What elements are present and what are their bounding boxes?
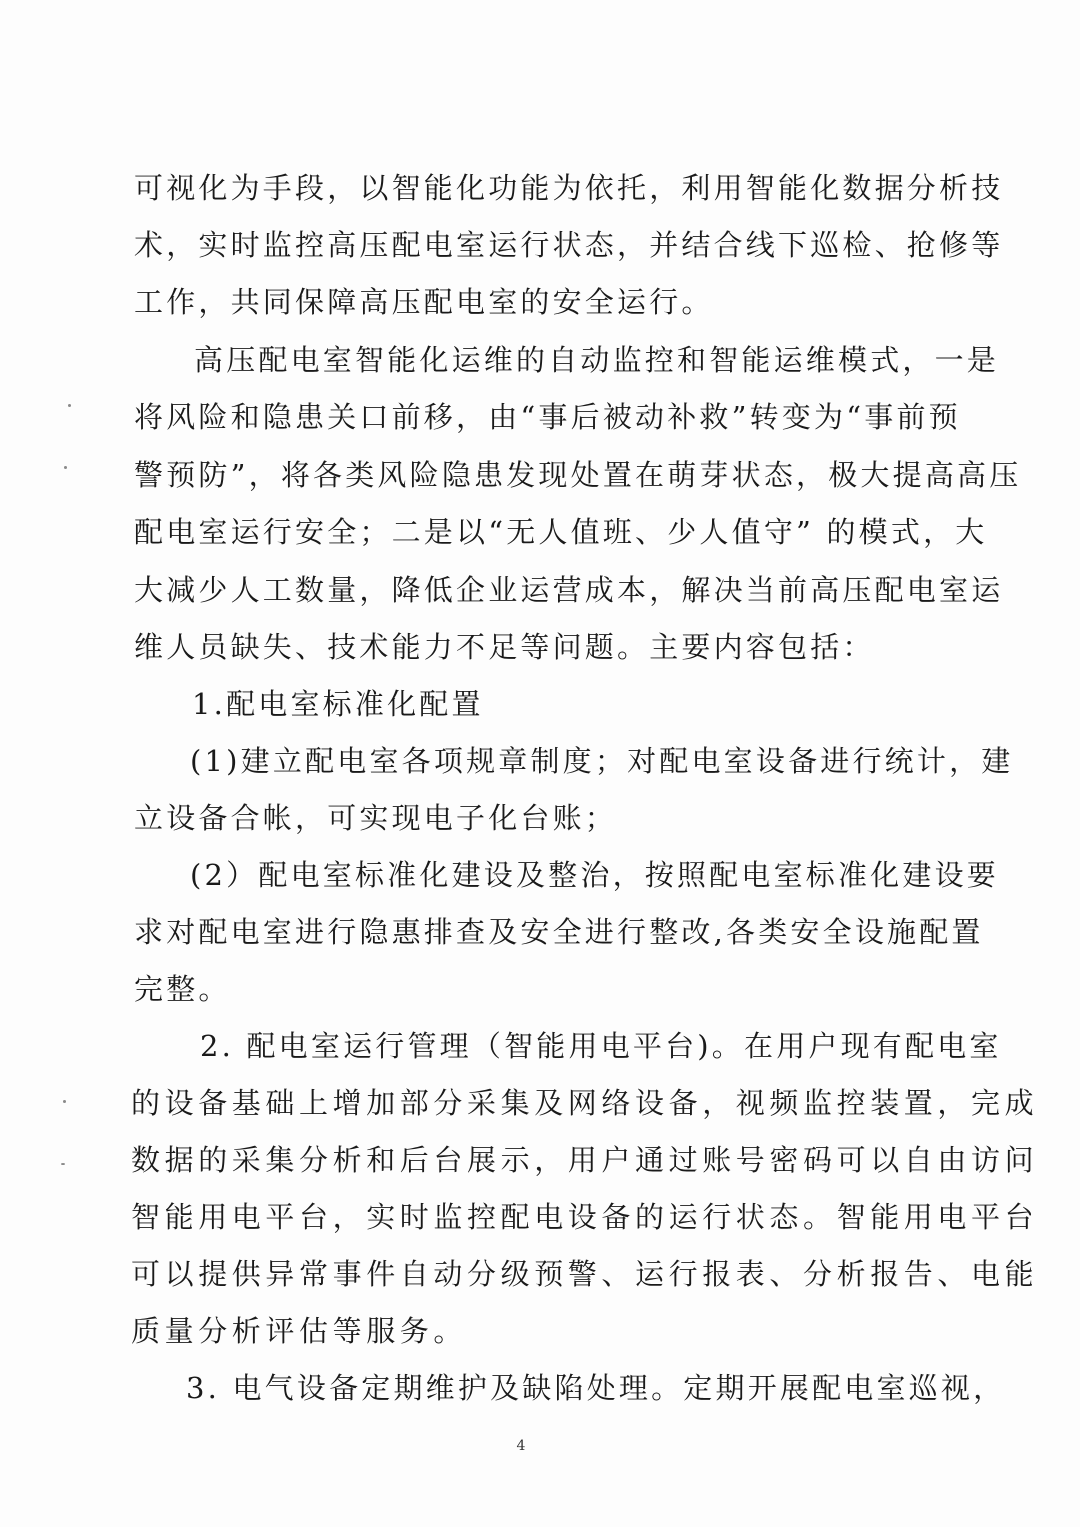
section-heading-3: 3. 电气设备定期维护及缺陷处理。定期开展配电室巡视， <box>186 1371 1006 1405</box>
section-heading-2: 2. 配电室运行管理（智能用电平台)。在用户现有配电室 <box>200 1029 1002 1063</box>
text-line-4: 高压配电室智能化运维的自动监控和智能运维模式，一是 <box>194 343 1000 377</box>
scan-speck <box>63 1100 66 1103</box>
text-line-5: 将风险和隐患关口前移，由“事后被动补救”转变为“事前预 <box>134 400 961 434</box>
text-line-6: 警预防”，将各类风险隐患发现处置在萌芽状态，极大提高高压 <box>134 458 1022 492</box>
text-line-18: 数据的采集分析和后台展示，用户通过账号密码可以自由访问 <box>131 1143 1039 1177</box>
text-line-12: 立设备合帐，可实现电子化台账； <box>134 801 618 835</box>
text-line-9: 维人员缺失、技术能力不足等问题。主要内容包括： <box>134 630 875 664</box>
text-line-2: 术，实时监控高压配电室运行状态，并结合线下巡检、抢修等 <box>134 228 1004 262</box>
scan-speck <box>68 404 71 407</box>
text-line-1: 可视化为手段，以智能化功能为依托，利用智能化数据分析技 <box>134 171 1004 205</box>
text-line-17: 的设备基础上增加部分采集及网络设备，视频监控装置，完成 <box>131 1086 1039 1120</box>
text-line-21: 质量分析评估等服务。 <box>131 1314 468 1348</box>
text-line-8: 大减少人工数量，降低企业运营成本，解决当前高压配电室运 <box>134 573 1004 607</box>
text-line-20: 可以提供异常事件自动分级预警、运行报表、分析报告、电能 <box>131 1257 1039 1291</box>
text-line-19: 智能用电平台，实时监控配电设备的运行状态。智能用电平台 <box>131 1200 1039 1234</box>
section-heading-1: 1.配电室标准化配置 <box>192 687 484 721</box>
scan-speck <box>64 466 67 469</box>
text-line-14: 求对配电室进行隐惠排查及安全进行整改,各类安全设施配置 <box>134 915 984 949</box>
text-line-3: 工作，共同保障高压配电室的安全运行。 <box>134 285 714 319</box>
scan-speck <box>61 1163 65 1165</box>
text-line-15: 完整。 <box>134 972 231 1006</box>
page-number: 4 <box>516 1438 526 1454</box>
text-line-7: 配电室运行安全；二是以“无人值班、少人值守” 的模式，大 <box>134 515 988 549</box>
text-line-13: (2）配电室标准化建设及整治，按照配电室标准化建设要 <box>190 858 999 892</box>
text-line-11: (1)建立配电室各项规章制度；对配电室设备进行统计，建 <box>190 744 1014 778</box>
